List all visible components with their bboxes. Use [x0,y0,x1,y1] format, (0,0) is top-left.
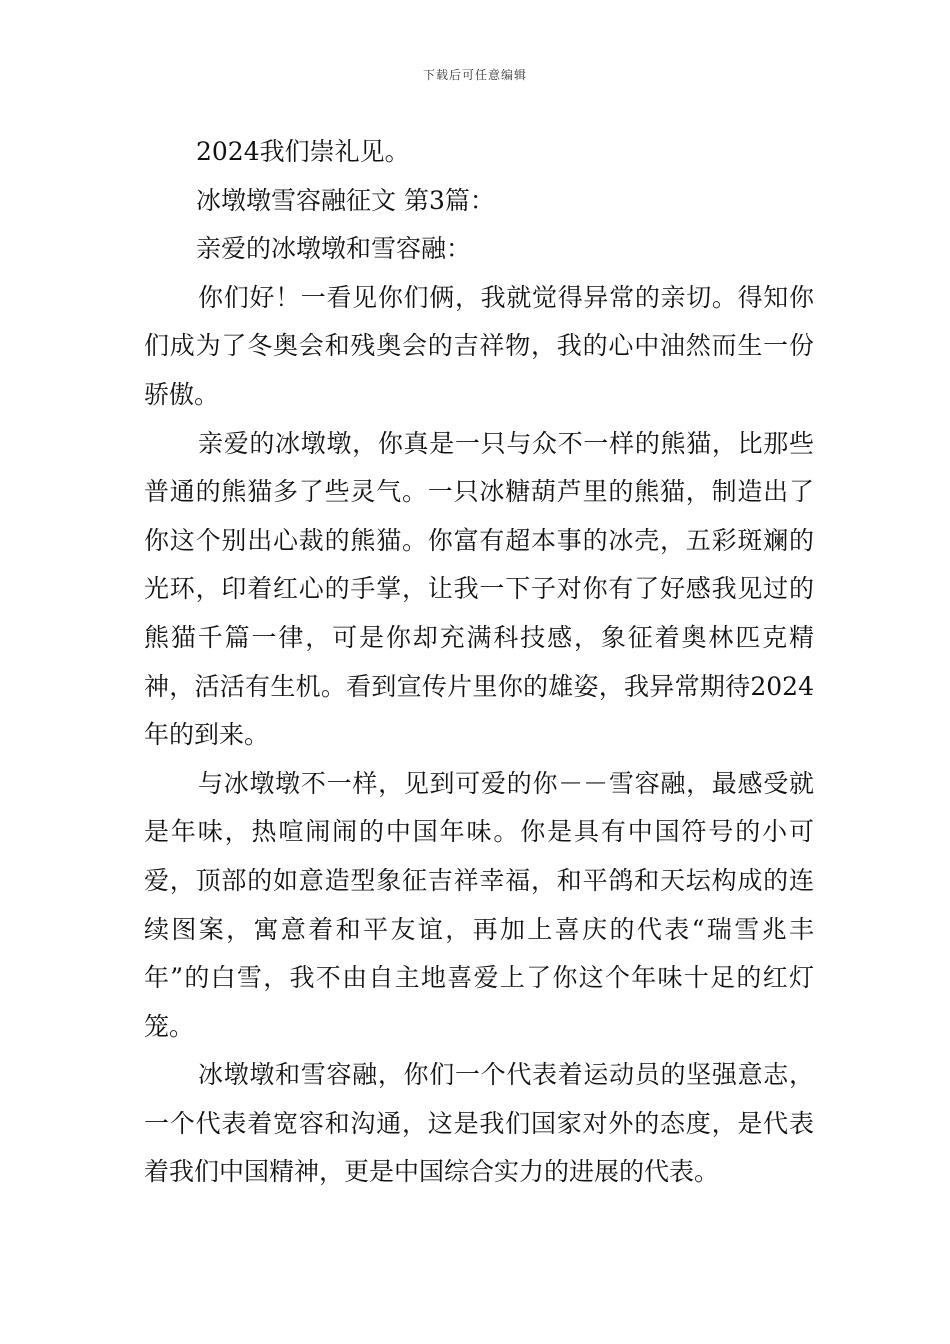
document-body [144,128,814,1197]
paragraph-4: 冰墩墩和雪容融，你们一个代表着运动员的坚强意志，一个代表着宽容和沟通，这是我们国家对外的态度，是代表着我们中国精神，更是中国综合实力的进展的代表。 [144,1060,814,1187]
paragraph-2: 亲爱的冰墩墩，你真是一只与众不一样的熊猫，比那些普通的熊猫多了些灵气。一只冰糖葫芦里的熊猫，制造出了你这个别出心裁的熊猫。你富有超本事的冰壳，五彩斑斓的光环，印着红心的手掌，让我一下子对你有了好感我见过的熊猫千篇一律，可是你却充满科技感，象征着奥林匹克精神，活活有生机。看到宣传片里你的雄姿，我异常期待2024年的到来。 [144,428,814,750]
paragraph-3: 与冰墩墩不一样，见到可爱的你－－雪容融，最感受就是年味，热喧闹闹的中国年味。你是具有中国符号的小可爱，顶部的如意造型象征吉祥幸福，和平鸽和天坛构成的连续图案，寓意着和平友谊，再加上喜庆的代表“瑞雪兆丰年”的白雪，我不由自主地喜爱上了你这个年味十足的红灯笼。 [144,768,814,1041]
paragraph-1: 你们好！一看见你们俩，我就觉得异常的亲切。得知你们成为了冬奥会和残奥会的吉祥物，我的心中油然而生一份骄傲。 [144,282,814,409]
section-title: 冰墩墩雪容融征文 第3篇： [196,185,495,215]
salutation: 亲爱的冰墩墩和雪容融： [196,234,472,264]
text-line-1: 2024我们崇礼见。 [196,137,410,166]
header-note: 下载后可任意编辑 [422,68,527,82]
